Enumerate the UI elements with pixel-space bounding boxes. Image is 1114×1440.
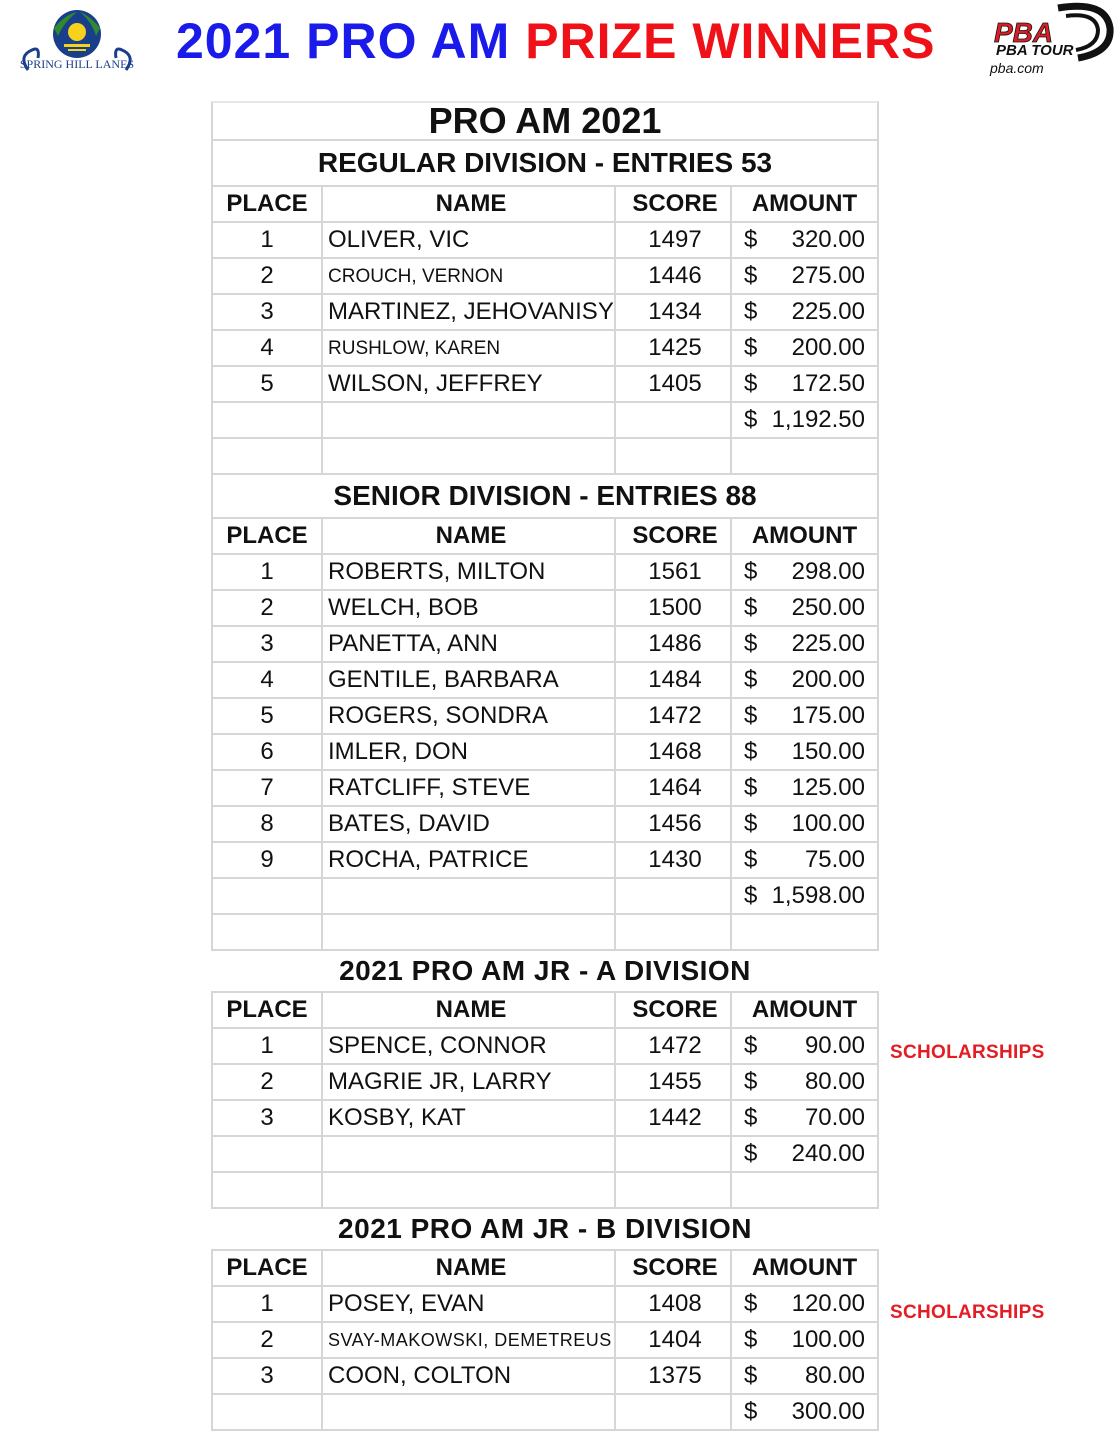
currency-symbol: $ [744,594,758,621]
place-cell: 1 [211,1029,323,1063]
page-title [176,10,956,72]
amount-value: 275.00 [791,262,865,289]
total-value: 300.00 [791,1398,865,1425]
amount-value: 200.00 [791,666,865,693]
division-title-senior: SENIOR DIVISION - ENTRIES 88 [211,475,879,519]
table-row [211,259,879,295]
column-header-row [211,993,879,1029]
amount-value: 125.00 [791,774,865,801]
currency-symbol: $ [744,1290,758,1317]
amount-value: 80.00 [804,1362,865,1389]
total-amount-cell [732,403,879,437]
amount-value: 172.50 [791,370,865,397]
total-value: 1,598.00 [771,882,865,909]
currency-symbol: $ [744,226,758,253]
currency-symbol: $ [744,1398,758,1425]
place-cell: 3 [211,627,323,661]
amount-cell [732,591,879,625]
spring-hill-lanes-logo [14,6,140,78]
empty-cell [732,915,879,949]
pba-tour-logo [988,0,1114,80]
score-cell: 1408 [616,1287,732,1321]
amount-value: 200.00 [791,334,865,361]
table-row [211,1101,879,1137]
empty-cell [323,439,616,473]
score-cell: 1486 [616,627,732,661]
name-cell: WILSON, JEFFREY [323,367,616,401]
total-amount-cell [732,1395,879,1429]
title-part-red: PRIZE WINNERS [525,13,936,69]
division-title-jr-a: 2021 PRO AM JR - A DIVISION [211,951,879,993]
empty-cell [616,879,732,913]
total-row [211,403,879,439]
score-cell: 1430 [616,843,732,877]
score-cell: 1497 [616,223,732,257]
currency-symbol: $ [744,882,758,909]
empty-cell [323,1137,616,1171]
amount-cell [732,367,879,401]
empty-cell [616,403,732,437]
name-cell: KOSBY, KAT [323,1101,616,1135]
empty-cell [211,403,323,437]
empty-cell [323,1395,616,1429]
amount-cell [732,771,879,805]
currency-symbol: $ [744,1104,758,1131]
amount-value: 225.00 [791,298,865,325]
score-cell: 1561 [616,555,732,589]
currency-symbol: $ [744,1326,758,1353]
column-header-score: SCORE [616,519,732,553]
place-cell: 2 [211,591,323,625]
column-header-row [211,519,879,555]
column-header-place: PLACE [211,519,323,553]
currency-symbol: $ [744,1032,758,1059]
table-row [211,331,879,367]
place-cell: 6 [211,735,323,769]
name-cell: SPENCE, CONNOR [323,1029,616,1063]
score-cell: 1468 [616,735,732,769]
column-header-amount: AMOUNT [732,1251,879,1285]
pba-url-text: pba.com [990,60,1044,76]
table-row [211,591,879,627]
empty-cell [616,1137,732,1171]
place-cell: 8 [211,807,323,841]
column-header-row [211,187,879,223]
score-cell: 1484 [616,663,732,697]
place-cell: 2 [211,1065,323,1099]
place-cell: 1 [211,555,323,589]
empty-cell [616,1173,732,1207]
name-cell: COON, COLTON [323,1359,616,1393]
total-row [211,879,879,915]
name-cell: GENTILE, BARBARA [323,663,616,697]
empty-cell [616,915,732,949]
amount-cell [732,663,879,697]
amount-value: 90.00 [804,1032,865,1059]
amount-cell [732,555,879,589]
place-cell: 7 [211,771,323,805]
column-header-place: PLACE [211,1251,323,1285]
logo-left-text: SPRING HILL LANES [19,57,135,71]
results-table [211,101,879,1431]
place-cell: 1 [211,223,323,257]
name-cell: CROUCH, VERNON [323,259,616,293]
currency-symbol: $ [744,630,758,657]
score-cell: 1500 [616,591,732,625]
score-cell: 1455 [616,1065,732,1099]
table-row [211,1323,879,1359]
empty-cell [211,879,323,913]
blank-row [211,1173,879,1209]
amount-cell [732,699,879,733]
name-cell: ROBERTS, MILTON [323,555,616,589]
scholarships-note-jr-b: SCHOLARSHIPS [890,1302,1045,1323]
amount-value: 100.00 [791,810,865,837]
empty-cell [323,879,616,913]
table-row [211,771,879,807]
name-cell: SVAY-MAKOWSKI, DEMETREUS [323,1323,616,1357]
empty-cell [211,1395,323,1429]
title-part-blue: 2021 PRO AM [176,13,511,69]
place-cell: 5 [211,367,323,401]
amount-value: 75.00 [804,846,865,873]
currency-symbol: $ [744,262,758,289]
column-header-score: SCORE [616,187,732,221]
table-row [211,807,879,843]
currency-symbol: $ [744,666,758,693]
column-header-amount: AMOUNT [732,519,879,553]
amount-cell [732,1101,879,1135]
score-cell: 1404 [616,1323,732,1357]
table-row [211,223,879,259]
currency-symbol: $ [744,738,758,765]
empty-cell [211,439,323,473]
blank-row [211,915,879,951]
total-row [211,1137,879,1173]
score-cell: 1375 [616,1359,732,1393]
score-cell: 1405 [616,367,732,401]
column-header-amount: AMOUNT [732,187,879,221]
amount-cell [732,1287,879,1321]
empty-cell [616,439,732,473]
currency-symbol: $ [744,846,758,873]
place-cell: 9 [211,843,323,877]
table-row [211,1065,879,1101]
table-row [211,627,879,663]
pba-tour-text: PBA TOUR [996,42,1074,59]
place-cell: 4 [211,331,323,365]
empty-cell [732,439,879,473]
scholarships-note-jr-a: SCHOLARSHIPS [890,1042,1045,1063]
amount-value: 70.00 [804,1104,865,1131]
currency-symbol: $ [744,298,758,325]
spring-hill-lanes-emblem-icon [14,6,140,78]
place-cell: 3 [211,295,323,329]
total-amount-cell [732,879,879,913]
currency-symbol: $ [744,810,758,837]
place-cell: 1 [211,1287,323,1321]
column-header-name: NAME [323,1251,616,1285]
currency-symbol: $ [744,334,758,361]
name-cell: BATES, DAVID [323,807,616,841]
table-row [211,663,879,699]
place-cell: 4 [211,663,323,697]
place-cell: 2 [211,259,323,293]
name-cell: MARTINEZ, JEHOVANISY [323,295,616,329]
place-cell: 2 [211,1323,323,1357]
empty-cell [616,1395,732,1429]
column-header-place: PLACE [211,993,323,1027]
score-cell: 1425 [616,331,732,365]
column-header-row [211,1251,879,1287]
amount-cell [732,259,879,293]
name-cell: ROCHA, PATRICE [323,843,616,877]
name-cell: PANETTA, ANN [323,627,616,661]
place-cell: 3 [211,1101,323,1135]
amount-cell [732,1359,879,1393]
amount-cell [732,1323,879,1357]
column-header-place: PLACE [211,187,323,221]
name-cell: RUSHLOW, KAREN [323,331,616,365]
place-cell: 5 [211,699,323,733]
currency-symbol: $ [744,406,758,433]
amount-value: 100.00 [791,1326,865,1353]
empty-cell [323,403,616,437]
currency-symbol: $ [744,1140,758,1167]
division-title-regular: REGULAR DIVISION - ENTRIES 53 [211,141,879,187]
amount-cell [732,331,879,365]
score-cell: 1434 [616,295,732,329]
score-cell: 1446 [616,259,732,293]
amount-cell [732,735,879,769]
amount-cell [732,1029,879,1063]
table-row [211,367,879,403]
amount-cell [732,223,879,257]
blank-row [211,439,879,475]
name-cell: RATCLIFF, STEVE [323,771,616,805]
currency-symbol: $ [744,774,758,801]
place-cell: 3 [211,1359,323,1393]
division-title-jr-b: 2021 PRO AM JR - B DIVISION [211,1209,879,1251]
column-header-score: SCORE [616,993,732,1027]
amount-cell [732,295,879,329]
empty-cell [323,1173,616,1207]
score-cell: 1456 [616,807,732,841]
score-cell: 1472 [616,699,732,733]
table-row [211,735,879,771]
table-row [211,1359,879,1395]
table-row [211,699,879,735]
name-cell: IMLER, DON [323,735,616,769]
column-header-score: SCORE [616,1251,732,1285]
score-cell: 1464 [616,771,732,805]
column-header-name: NAME [323,993,616,1027]
name-cell: OLIVER, VIC [323,223,616,257]
empty-cell [732,1173,879,1207]
amount-value: 225.00 [791,630,865,657]
empty-cell [211,1137,323,1171]
name-cell: ROGERS, SONDRA [323,699,616,733]
column-header-amount: AMOUNT [732,993,879,1027]
total-amount-cell [732,1137,879,1171]
table-row [211,843,879,879]
name-cell: MAGRIE JR, LARRY [323,1065,616,1099]
table-row [211,1029,879,1065]
column-header-name: NAME [323,187,616,221]
currency-symbol: $ [744,1362,758,1389]
score-cell: 1472 [616,1029,732,1063]
amount-cell [732,843,879,877]
empty-cell [211,1173,323,1207]
total-value: 240.00 [791,1140,865,1167]
currency-symbol: $ [744,702,758,729]
currency-symbol: $ [744,558,758,585]
amount-cell [732,807,879,841]
currency-symbol: $ [744,370,758,397]
amount-cell [732,1065,879,1099]
name-cell: WELCH, BOB [323,591,616,625]
amount-value: 80.00 [804,1068,865,1095]
empty-cell [323,915,616,949]
total-row [211,1395,879,1431]
amount-value: 298.00 [791,558,865,585]
score-cell: 1442 [616,1101,732,1135]
amount-value: 320.00 [791,226,865,253]
pba-text: PBA [994,17,1054,48]
table-row [211,1287,879,1323]
amount-cell [732,627,879,661]
table-row [211,295,879,331]
name-cell: POSEY, EVAN [323,1287,616,1321]
currency-symbol: $ [744,1068,758,1095]
main-title: PRO AM 2021 [211,101,879,141]
total-value: 1,192.50 [771,406,865,433]
amount-value: 120.00 [791,1290,865,1317]
amount-value: 150.00 [791,738,865,765]
table-row [211,555,879,591]
amount-value: 250.00 [791,594,865,621]
amount-value: 175.00 [791,702,865,729]
empty-cell [211,915,323,949]
column-header-name: NAME [323,519,616,553]
